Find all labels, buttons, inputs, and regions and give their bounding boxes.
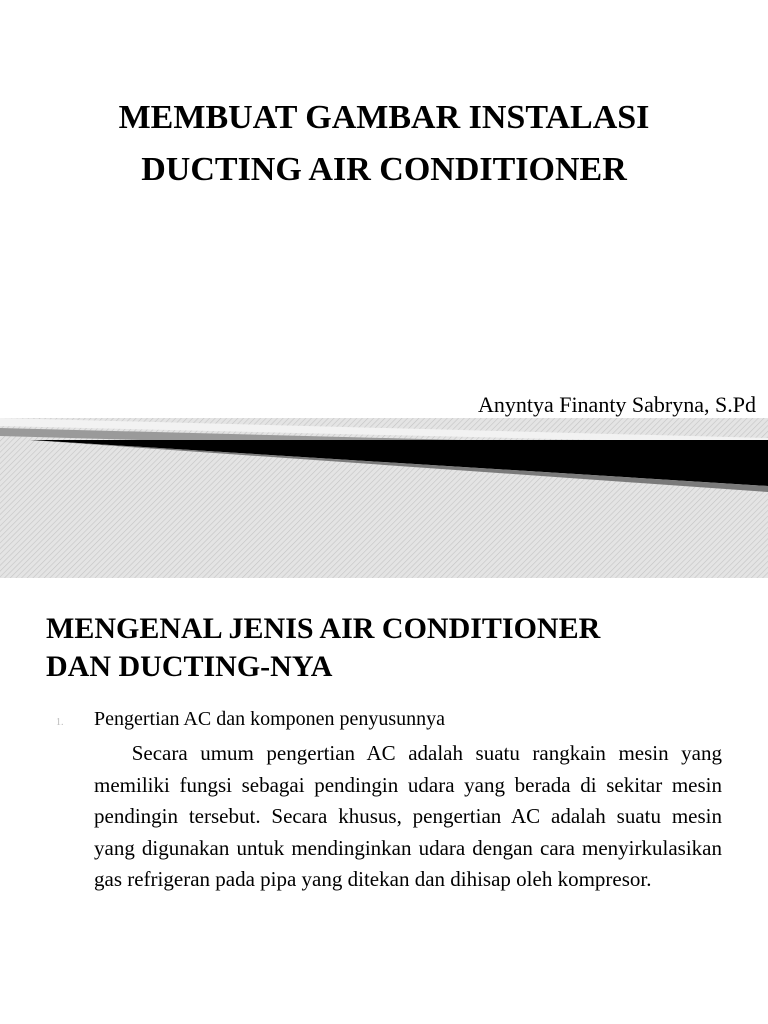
author-name: Anyntya Finanty Sabryna, S.Pd <box>477 392 756 417</box>
section-heading-line-1: MENGENAL JENIS AIR CONDITIONER <box>46 612 601 645</box>
section-heading <box>46 610 746 686</box>
decorative-band <box>0 418 768 578</box>
list-number: 1. <box>56 717 64 728</box>
list-item-text: Pengertian AC dan komponen penyusunnya <box>94 708 446 730</box>
section-heading-line-2: DAN DUCTING-NYA <box>46 650 333 683</box>
body-paragraph <box>94 738 722 896</box>
slide-title <box>0 92 768 196</box>
slide-title-line-2: DUCTING AIR CONDITIONER <box>141 151 627 188</box>
list-item <box>56 708 756 731</box>
body-paragraph-text: Secara umum pengertian AC adalah suatu rangkain mesin yang memiliki fungsi sebagai pendingin udara yang berada di sekitar mesin pendingin tersebut. Secara khusus, pengertian AC adalah suatu mesin yang digunakan untuk mendinginkan udara dengan cara menyirkulasikan gas refrigeran pada pipa yang ditekan dan dihisap oleh kompresor. <box>94 741 723 891</box>
slide-title-line-1: MEMBUAT GAMBAR INSTALASI <box>118 99 650 136</box>
